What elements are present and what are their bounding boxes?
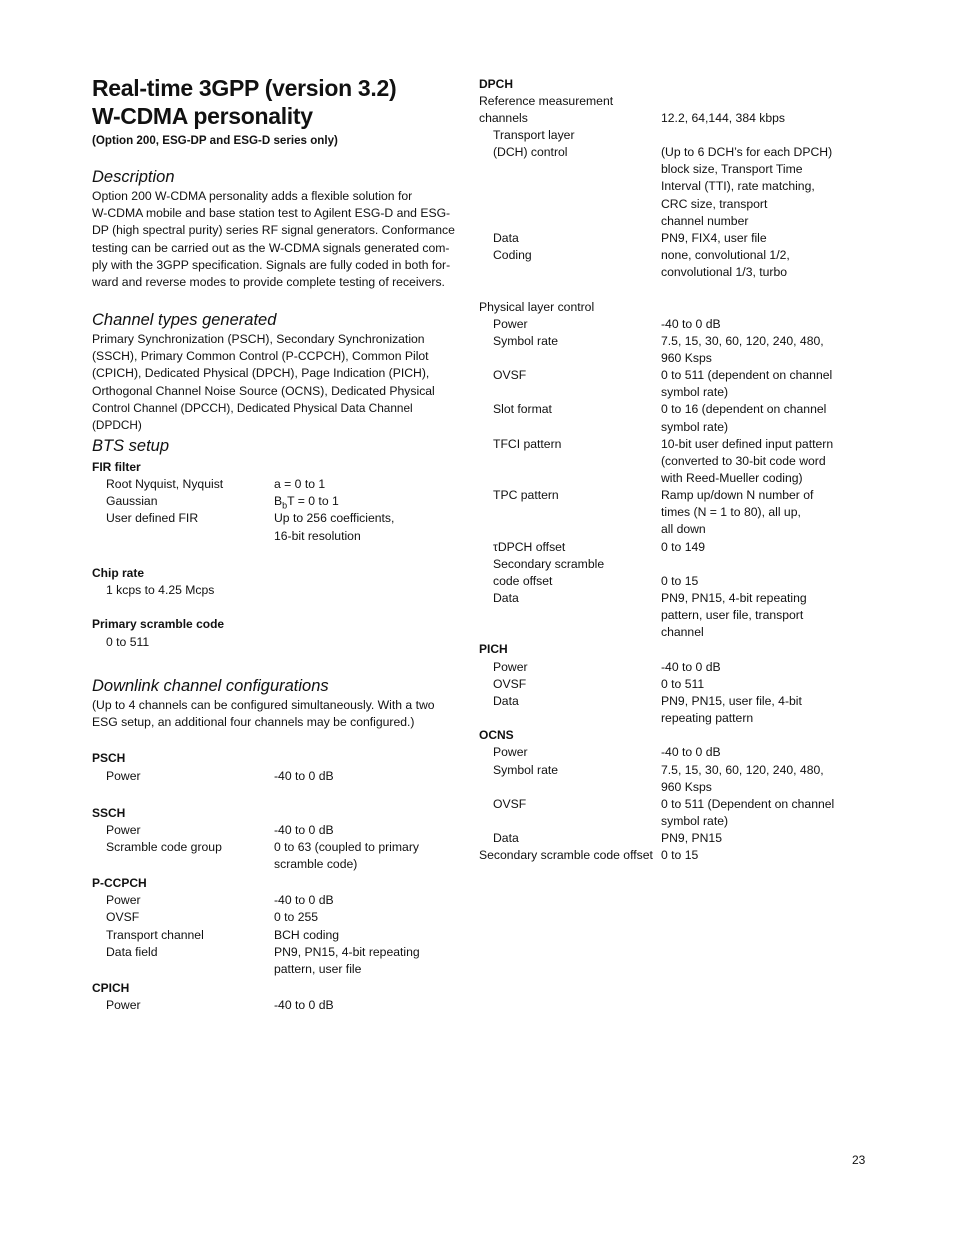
spec-value: Ramp up/down N number of: [661, 488, 814, 502]
spec-value: scramble code): [274, 857, 358, 871]
pccpch-heading: P-CCPCH: [92, 876, 147, 890]
spec-value: 0 to 511: [661, 677, 705, 691]
channel-types-heading: Channel types generated: [92, 311, 277, 329]
spec-value: 0 to 16 (dependent on channel: [661, 402, 827, 416]
spec-value: -40 to 0 dB: [274, 823, 334, 837]
spec-value: channel: [661, 625, 704, 639]
spec-value: none, convolutional 1/2,: [661, 248, 790, 262]
spec-value: -40 to 0 dB: [661, 660, 721, 674]
spec-key: channels: [479, 111, 528, 125]
title-line-1: Real-time 3GPP (version 3.2): [92, 75, 397, 101]
spec-value: PN9, PN15: [661, 831, 722, 845]
spec-key: Data field: [106, 945, 158, 959]
spec-key: TFCI pattern: [493, 437, 562, 451]
spec-value: Interval (TTI), rate matching,: [661, 179, 815, 193]
page-subtitle: (Option 200, ESG-DP and ESG-D series only): [92, 134, 338, 147]
spec-value: PN9, PN15, user file, 4-bit: [661, 694, 802, 708]
spec-value: -40 to 0 dB: [274, 769, 334, 783]
cpich-heading: CPICH: [92, 981, 130, 995]
spec-key: User defined FIR: [106, 511, 199, 525]
spec-key: Symbol rate: [493, 334, 559, 348]
spec-value: BCH coding: [274, 928, 340, 942]
spec-key: Power: [106, 823, 141, 837]
spec-value: symbol rate): [661, 420, 729, 434]
spec-value: PN9, PN15, 4-bit repeating: [661, 591, 807, 605]
spec-value: 0 to 15: [661, 574, 699, 588]
dpch-heading: DPCH: [479, 77, 514, 91]
spec-key: Transport channel: [106, 928, 204, 942]
channel-types-line: (CPICH), Dedicated Physical (DPCH), Page Indication (PICH),: [92, 366, 430, 381]
spec-value: 0 to 63 (coupled to primary: [274, 840, 419, 854]
spec-value: 0 to 149: [661, 540, 706, 554]
spec-value: repeating pattern: [661, 711, 754, 725]
description-line: DP (high spectral purity) series RF signal generators. Conformance: [92, 223, 455, 238]
channel-types-line: Control Channel (DPCCH), Dedicated Physical Data Channel (DPDCH): [92, 400, 413, 433]
spec-value: PN9, PN15, 4-bit repeating: [274, 945, 420, 959]
spec-value: (Up to 6 DCH’s for each DPCH): [661, 145, 833, 159]
ssch-heading: SSCH: [92, 806, 126, 820]
spec-value: 12.2, 64,144, 384 kbps: [661, 111, 786, 125]
spec-value: 0 to 15: [661, 848, 699, 862]
spec-value: 0 to 511 (Dependent on channel: [661, 797, 835, 811]
spec-value: times (N = 1 to 80), all up,: [661, 505, 801, 519]
description-line: W-CDMA mobile and base station test to Agilent ESG-D and ESG-: [92, 206, 451, 221]
spec-key: OVSF: [493, 677, 527, 691]
physical-layer-heading: Physical layer control: [479, 300, 595, 314]
downlink-heading: Downlink channel configurations: [92, 677, 329, 695]
gaussian-b: B: [274, 494, 283, 508]
spec-value: channel number: [661, 214, 749, 228]
spec-value: 10-bit user defined input pattern: [661, 437, 834, 451]
channel-types-line: Orthogonal Channel Noise Source (OCNS), Dedicated Physical: [92, 383, 435, 398]
description-text: [92, 188, 464, 291]
spec-key: Secondary scramble: [493, 557, 605, 571]
spec-value: -40 to 0 dB: [661, 745, 721, 759]
spec-value: 960 Ksps: [661, 780, 712, 794]
spec-value: pattern, user file, transport: [661, 608, 804, 622]
description-line: ply with the 3GPP specification. Signals are fully coded in both for-: [92, 257, 451, 272]
spec-value: Up to 256 coefficients,: [274, 511, 395, 525]
fir-filter-heading: FIR filter: [92, 460, 141, 474]
spec-key: Coding: [493, 248, 532, 262]
spec-key: Power: [106, 769, 141, 783]
spec-key: TPC pattern: [493, 488, 559, 502]
bts-setup-heading: BTS setup: [92, 437, 170, 455]
spec-key: OVSF: [106, 910, 140, 924]
spec-key: Data: [493, 591, 519, 605]
spec-key: Symbol rate: [493, 763, 559, 777]
spec-key: (DCH) control: [493, 145, 568, 159]
ocns-heading: OCNS: [479, 728, 514, 742]
spec-key: τDPCH offset: [493, 540, 566, 554]
spec-value: symbol rate): [661, 814, 729, 828]
spec-key: Scramble code group: [106, 840, 222, 854]
spec-key: Power: [493, 660, 528, 674]
spec-key: OVSF: [493, 368, 527, 382]
spec-key: Root Nyquist, Nyquist: [106, 477, 224, 491]
spec-value: -40 to 0 dB: [274, 998, 334, 1012]
spec-value: 1 kcps to 4.25 Mcps: [106, 583, 215, 597]
spec-value: (converted to 30-bit code word: [661, 454, 826, 468]
title-line-2: W-CDMA personality: [92, 103, 313, 129]
spec-key: Data: [493, 831, 519, 845]
spec-value: all down: [661, 522, 706, 536]
downlink-text: [92, 697, 464, 731]
spec-key: Power: [493, 317, 528, 331]
page-number: 23: [852, 1153, 866, 1167]
spec-key: OVSF: [493, 797, 527, 811]
spec-value: block size, Transport Time: [661, 162, 803, 176]
spec-value: a = 0 to 1: [274, 477, 326, 491]
description-line: ward and reverse modes to provide complete testing of receivers.: [92, 275, 445, 290]
spec-key: Data: [493, 231, 519, 245]
channel-types-text: [92, 331, 464, 434]
spec-key: code offset: [493, 574, 553, 588]
spec-value: 7.5, 15, 30, 60, 120, 240, 480,: [661, 763, 824, 777]
description-line: testing can be carried out as the W-CDMA signals generated com-: [92, 240, 450, 255]
spec-value: 0 to 255: [274, 910, 319, 924]
spec-key: Power: [106, 893, 141, 907]
spec-key: Transport layer: [493, 128, 575, 142]
spec-value: CRC size, transport: [661, 197, 768, 211]
spec-value: PN9, FIX4, user file: [661, 231, 767, 245]
spec-value: -40 to 0 dB: [661, 317, 721, 331]
gaussian-t: T = 0 to 1: [287, 494, 339, 508]
page-title: [92, 74, 396, 130]
gaussian-subscript: b: [282, 500, 288, 511]
chip-rate-heading: Chip rate: [92, 566, 145, 580]
psch-heading: PSCH: [92, 751, 126, 765]
spec-value: 0 to 511 (dependent on channel: [661, 368, 833, 382]
spec-key: Power: [106, 998, 141, 1012]
spec-value: 960 Ksps: [661, 351, 712, 365]
description-heading: Description: [92, 168, 175, 186]
channel-types-line: Primary Synchronization (PSCH), Secondary Synchronization: [92, 332, 425, 346]
spec-key: Power: [493, 745, 528, 759]
pich-heading: PICH: [479, 642, 508, 656]
description-line: Option 200 W-CDMA personality adds a flexible solution for: [92, 189, 413, 203]
spec-key: Secondary scramble code offset: [479, 848, 653, 862]
primary-scramble-heading: Primary scramble code: [92, 617, 225, 631]
spec-value: 16-bit resolution: [274, 529, 361, 543]
spec-value: 7.5, 15, 30, 60, 120, 240, 480,: [661, 334, 824, 348]
spec-value: 0 to 511: [106, 635, 150, 649]
spec-key: Gaussian: [106, 494, 158, 508]
channel-types-line: (SSCH), Primary Common Control (P-CCPCH), Common Pilot: [92, 349, 429, 364]
spec-value: symbol rate): [661, 385, 729, 399]
spec-value: pattern, user file: [274, 962, 362, 976]
spec-key: Slot format: [493, 402, 552, 416]
downlink-line: ESG setup, an additional four channels may be configured.): [92, 715, 415, 730]
spec-key: Reference measurement: [479, 94, 614, 108]
spec-value: with Reed-Mueller coding): [661, 471, 803, 485]
downlink-line: (Up to 4 channels can be configured simultaneously. With a two: [92, 698, 435, 712]
spec-key: Data: [493, 694, 519, 708]
spec-value: convolutional 1/3, turbo: [661, 265, 788, 279]
spec-value: -40 to 0 dB: [274, 893, 334, 907]
